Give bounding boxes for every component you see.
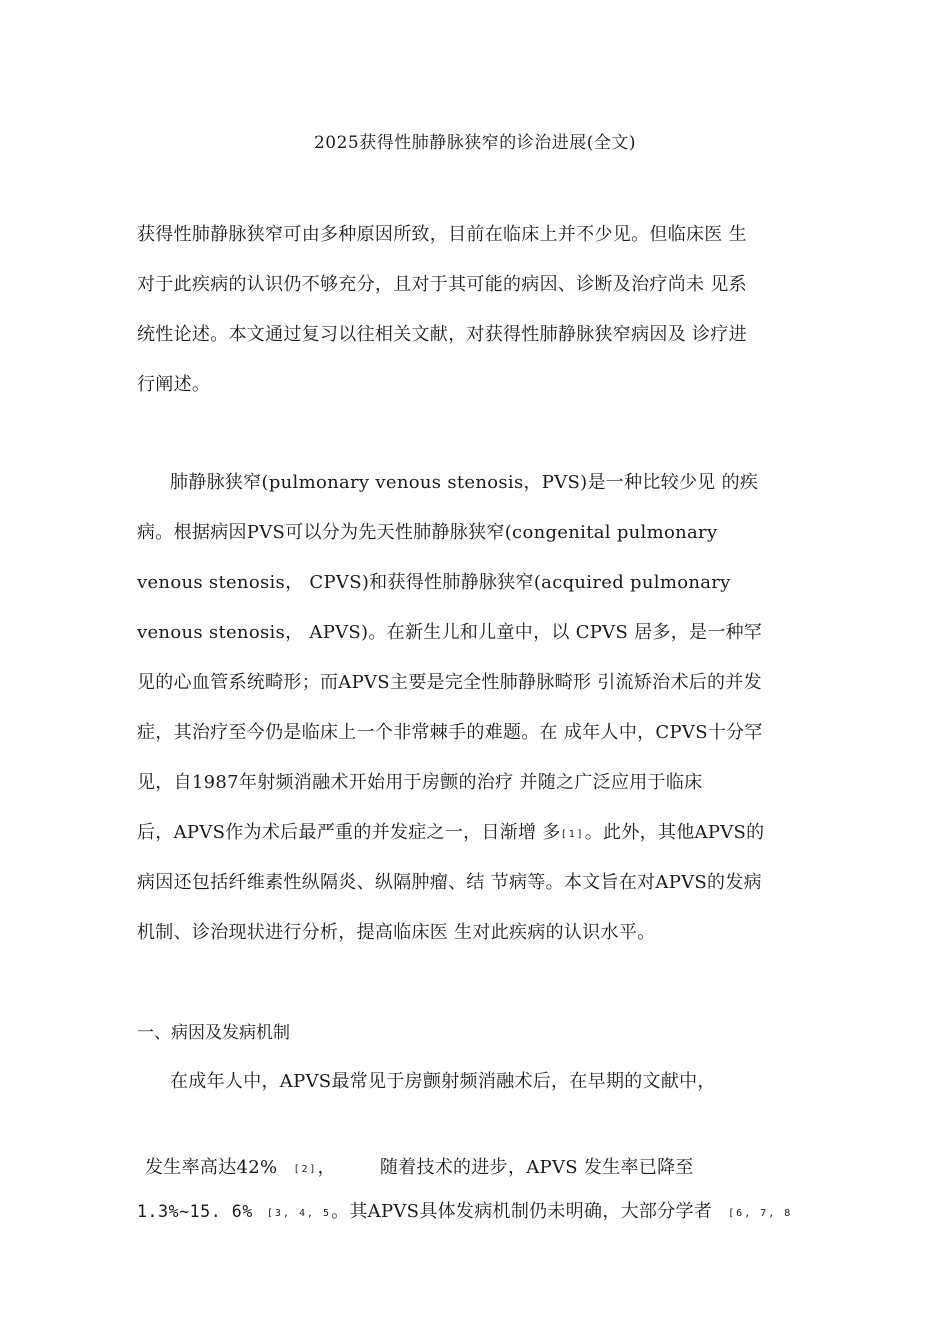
abstract-line: 对于此疾病的认识仍不够充分，且对于其可能的病因、诊断及治疗尚未 见系 — [137, 274, 747, 295]
section-text: 。其APVS具体发病机制仍未明确，大部分学者 — [331, 1201, 713, 1222]
section-text: ， — [317, 1157, 336, 1178]
intro-text: 。此外，其他APVS的 — [584, 822, 765, 843]
intro-line: venous stenosis， APVS)。在新生儿和儿童中，以 CPVS 居多，是一种罕 — [137, 622, 763, 643]
section-text: 1.3%~15. 6% — [137, 1202, 253, 1221]
section-text: 发生率高达42% — [145, 1157, 278, 1178]
intro-line: 见，自1987年射频消融术开始用于房颤的治疗 并随之广泛应用于临床 — [137, 772, 703, 793]
intro-line: venous stenosis， CPVS)和获得性肺静脉狭窄(acquired pulmonary — [137, 572, 731, 593]
abstract-line: 统性论述。本文通过复习以往相关文献，对获得性肺静脉狭窄病因及 诊疗进 — [137, 324, 747, 345]
section-line — [145, 1153, 694, 1179]
intro-line: 症，其治疗至今仍是临床上一个非常棘手的难题。在 成年人中，CPVS十分罕 — [137, 722, 763, 743]
section-text: 随着技术的进步，APVS 发生率已降至 — [379, 1157, 694, 1178]
intro-line: 病因还包括纤维素性纵隔炎、纵隔肿瘤、结 节病等。本文旨在对APVS的发病 — [137, 872, 762, 893]
section-heading: 一、病因及发病机制 — [137, 1023, 290, 1043]
intro-line: 见的心血管系统畸形；而APVS主要是完全性肺静脉畸形 引流矫治术后的并发 — [137, 672, 762, 693]
abstract-line: 获得性肺静脉狭窄可由多种原因所致，目前在临床上并不少见。但临床医 生 — [137, 224, 747, 245]
citation-ref[interactable]: [2] — [293, 1164, 318, 1175]
intro-line: 肺静脉狭窄(pulmonary venous stenosis，PVS)是一种比较少见 的疾 — [170, 472, 759, 493]
section-line: 在成年人中，APVS最常见于房颤射频消融术后，在早期的文献中， — [170, 1071, 716, 1092]
document-title: 2025获得性肺静脉狭窄的诊治进展(全文) — [313, 133, 637, 153]
intro-text: 后，APVS作为术后最严重的并发症之一，日渐增 多 — [137, 822, 561, 843]
citation-ref[interactable]: [1] — [560, 829, 585, 840]
citation-ref[interactable]: [6, 7, 8 — [728, 1208, 793, 1219]
intro-line: 病。根据病因PVS可以分为先天性肺静脉狭窄(congenital pulmonary — [137, 522, 718, 543]
abstract-line: 行阐述。 — [137, 374, 211, 395]
section-line — [137, 1197, 792, 1223]
intro-line — [137, 818, 764, 844]
citation-ref[interactable]: [3, 4, 5 — [266, 1208, 332, 1219]
intro-line: 机制、诊治现状进行分析，提高临床医 生对此疾病的认识水平。 — [137, 922, 656, 943]
